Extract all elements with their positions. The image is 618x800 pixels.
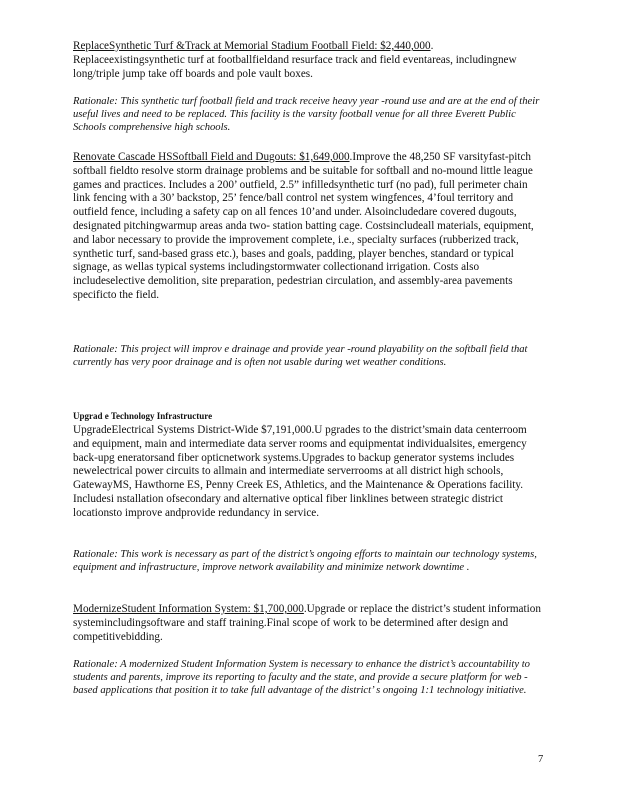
turf-title-tail: .	[430, 40, 434, 52]
electrical-paragraph: UpgradeElectrical Systems District-Wide $7,191,000.U pgrades to the district’smain data centerroom and equipment, main and intermediate data server rooms and equipmentat individualsites, emergency back-upg eneratorsand fiber opticnetwork systems.Upgrades to backup generator systems includes newelectrical power circuits to allmain and intermediate serverrooms at all district high schools, GatewayMS, Hawthorne ES, Penny Creek ES, Athletics, and the Maintenance & Operations facility. Includesi nstallation ofsecondary and alternative optical fiber linklines between strategic district locationsto improve andprovide redundancy in service.	[73, 424, 527, 519]
sis-title: ModernizeStudent Information System: $1,700,000	[73, 603, 304, 615]
sis-paragraph	[73, 603, 543, 644]
softball-section	[73, 151, 543, 303]
softball-paragraph	[73, 151, 543, 303]
tech-heading-block	[73, 411, 543, 422]
electrical-rationale-block	[73, 549, 543, 575]
turf-title: ReplaceSynthetic Turf &Track at Memorial Stadium Football Field: $2,440,000	[73, 40, 431, 52]
tech-heading: Upgrad e Technology Infrastructure	[73, 411, 213, 421]
softball-rationale: Rationale: This project will improv e drainage and provide year -round playability on the softball field that currently has very poor drainage and is often not usable during wet weather conditions.	[73, 344, 528, 368]
sis-rationale-block	[73, 659, 543, 698]
page-number: 7	[538, 754, 544, 765]
electrical-rationale: Rationale: This work is necessary as part of the district’s ongoing efforts to maintain our technology systems, equipment and infrastructure, improve network availability and minimize network downtime .	[73, 549, 537, 573]
sis-body: .Upgrade or replace the district’s student information systemincludingsoftware and staff training.Final scope of work to be determined after design and competitivebidding.	[73, 603, 541, 643]
turf-rationale: Rationale: This synthetic turf football field and track receive heavy year -round use and are at the end of their useful lives and need to be replaced. This facility is the varsity football venue for all three Everett Public Schools comprehensive high schools.	[73, 96, 540, 133]
turf-section	[73, 40, 543, 81]
turf-rationale-block	[73, 96, 543, 135]
sis-rationale: Rationale: A modernized Student Information System is necessary to enhance the district’s accountability to students and parents, improve its reporting to faculty and the state, and provide a secure platform for web -based applications that position it to take full advantage of the district’ s ongoing 1:1 technology initiative.	[73, 659, 530, 696]
turf-body: Replaceexistingsynthetic turf at footballfieldand resurface track and field eventareas, includingnew long/triple jump take off boards and pole vault boxes.	[73, 53, 517, 80]
turf-paragraph	[73, 40, 543, 81]
sis-section	[73, 603, 543, 644]
softball-title: Renovate Cascade HSSoftball Field and Dugouts: $1,649,000	[73, 151, 350, 163]
softball-rationale-block	[73, 344, 543, 370]
softball-body: .Improve the 48,250 SF varsityfast-pitch softball fieldto resolve storm drainage problems and be suitable for softball and no-mound little league games and practices. Includes a 200’ outfield, 2.5” infilledsynthetic turf (no pad), full perimeter chain link fencing with a 30’ backstop, 25’ fence/ball control net system wingfences, 4’foul territory and outfield fence, including a safety cap on all fences 10’and under. Alsoincludedare covered dugouts, designated pitchingwarmup areas anda two- station batting cage. Costsincludeall materials, equipment, and labor necessary to provide the improvement complete, i.e., specialty surfaces (rubberized track, synthetic turf, sand-based grass etc.), bases and goals, padding, player benches, standard or typical signage, as wellas typical systems includingstormwater collectionand irrigation. Costs also includeselective demolition, site preparation, pedestrian circulation, and assembly-area pavements specificto the field.	[73, 151, 534, 301]
electrical-section	[73, 424, 543, 521]
